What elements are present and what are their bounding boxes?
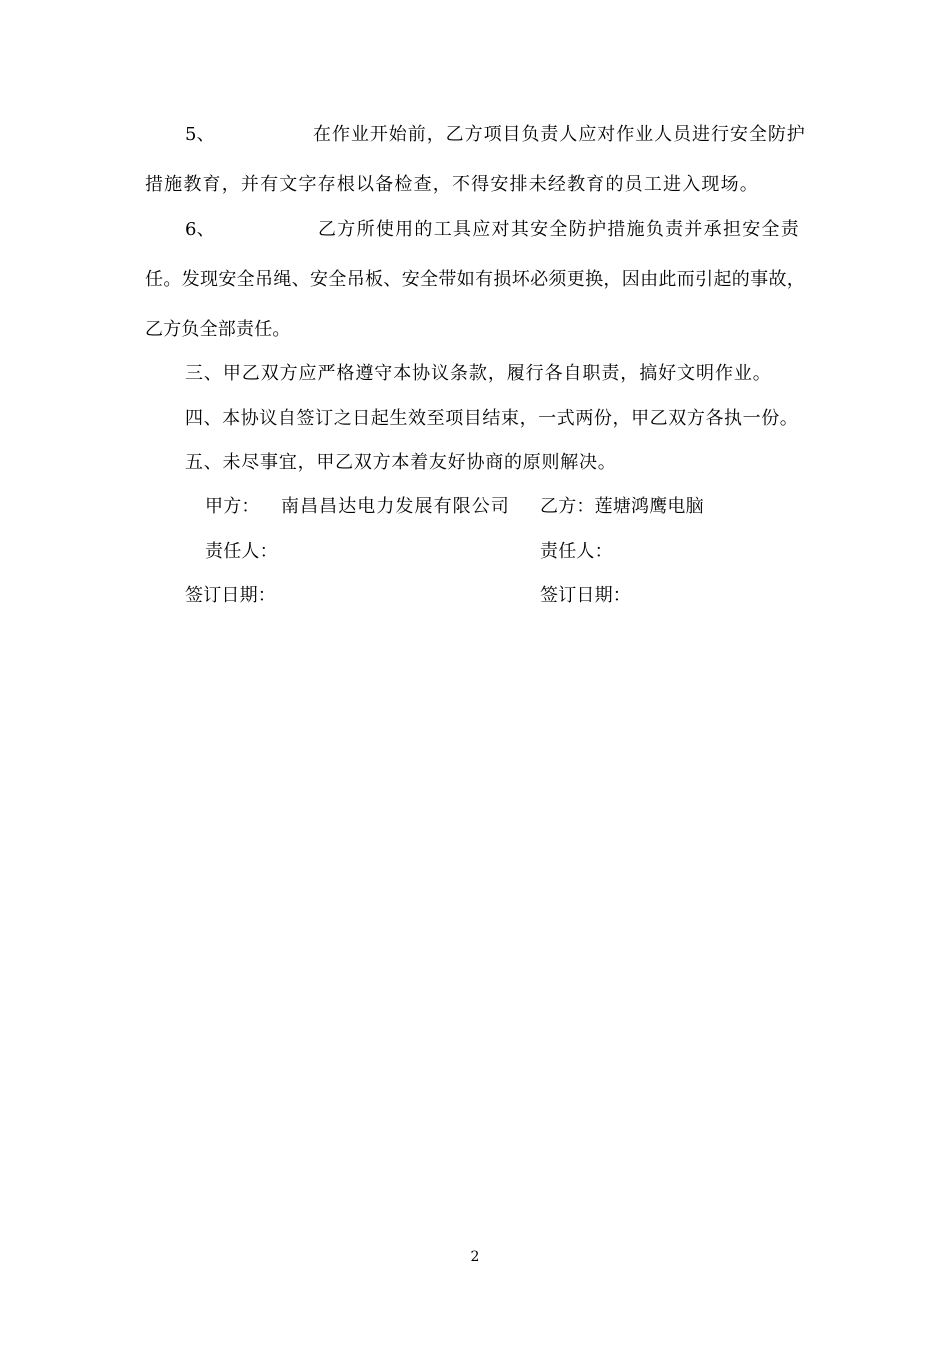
clause-5-number: 5、 — [185, 124, 215, 145]
party-a-label: 甲方： — [205, 496, 260, 517]
article-4: 四、本协议自签订之日起生效至项目结束，一式两份，甲乙双方各执一份。 — [185, 408, 798, 429]
clause-6-text-line-3: 乙方负全部责任。 — [145, 319, 291, 340]
party-a-sign-date: 签订日期： — [185, 585, 276, 606]
article-5: 五、未尽事宜，甲乙双方本着友好协商的原则解决。 — [185, 452, 616, 473]
clause-5-text-line-2: 措施教育，并有文字存根以备检查，不得安排未经教育的员工进入现场。 — [145, 174, 758, 195]
clause-6-number: 6、 — [185, 219, 215, 240]
clause-6-text-line-1: 乙方所使用的工具应对其安全防护措施负责并承担安全责 — [318, 219, 799, 240]
clause-6-text-line-2: 任。发现安全吊绳、安全吊板、安全带如有损坏必须更换，因由此而引起的事故， — [145, 269, 805, 290]
party-a-name: 南昌昌达电力发展有限公司 — [281, 496, 509, 517]
party-b: 乙方：莲塘鸿鹰电脑 — [540, 496, 704, 517]
party-b-sign-date: 签订日期： — [540, 585, 631, 606]
page-number: 2 — [470, 1249, 480, 1265]
clause-5-text-line-1: 在作业开始前，乙方项目负责人应对作业人员进行安全防护 — [313, 124, 805, 145]
party-b-responsible-person: 责任人： — [540, 541, 613, 562]
party-a-responsible-person: 责任人： — [205, 541, 278, 562]
article-3: 三、甲乙双方应严格遵守本协议条款，履行各自职责，搞好文明作业。 — [185, 363, 771, 384]
